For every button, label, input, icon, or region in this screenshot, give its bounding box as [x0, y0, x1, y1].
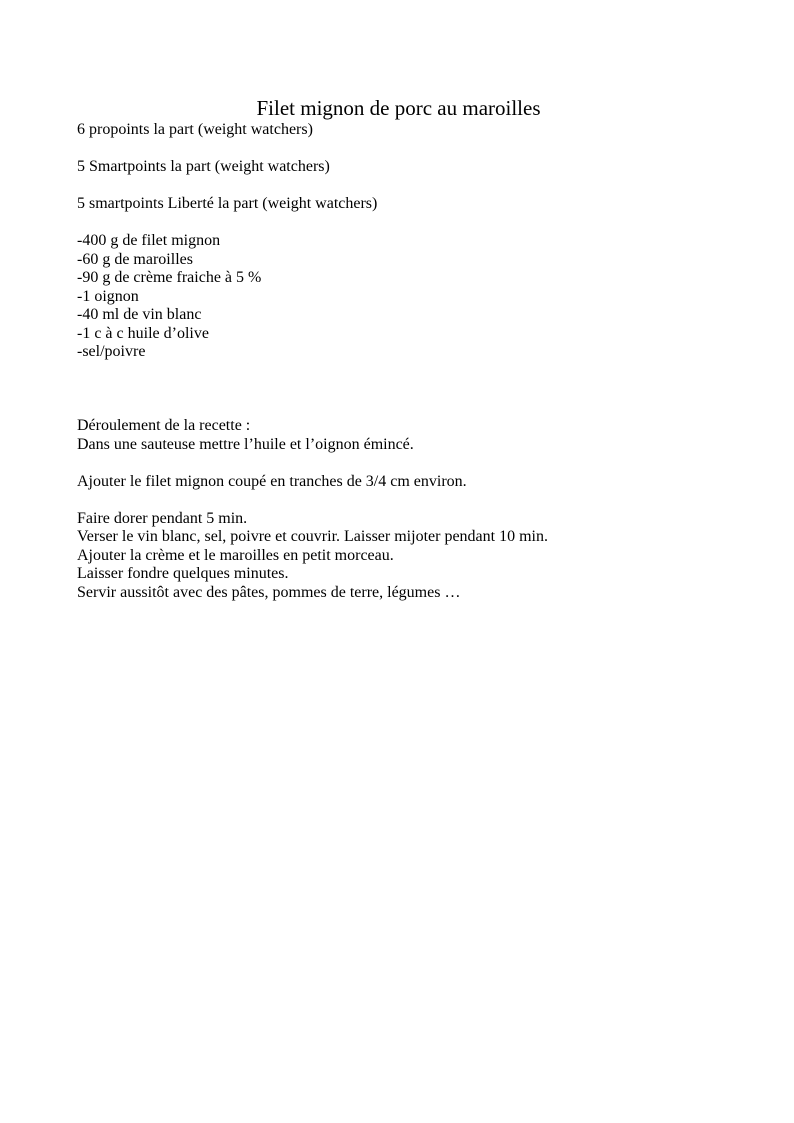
ingredient-item: -1 oignon: [77, 287, 139, 305]
recipe-title: Filet mignon de porc au maroilles: [256, 96, 541, 120]
step-item: Ajouter la crème et le maroilles en petit morceau.: [77, 546, 394, 564]
steps-heading: Déroulement de la recette :: [77, 417, 251, 434]
paragraph-spacer: [77, 140, 757, 159]
step-item: Faire dorer pendant 5 min.: [77, 509, 248, 527]
step-item: Ajouter le filet mignon coupé en tranches de 3/4 cm environ.: [77, 472, 467, 490]
step-item: Servir aussitôt avec des pâtes, pommes de terre, légumes …: [77, 583, 461, 601]
step-item: Dans une sauteuse mettre l’huile et l’oignon émincé.: [77, 435, 414, 453]
paragraph-spacer: [77, 177, 757, 196]
ingredient-item: -90 g de crème fraiche à 5 %: [77, 269, 262, 286]
ingredient-item: -60 g de maroilles: [77, 250, 193, 268]
paragraph-spacer: [77, 491, 757, 510]
points-line-smartpoints: 5 Smartpoints la part (weight watchers): [77, 158, 330, 175]
ingredient-item: -sel/poivre: [77, 343, 146, 360]
points-line-smartpoints-liberte: 5 smartpoints Liberté la part (weight watchers): [77, 195, 378, 212]
section-spacer: [77, 362, 757, 418]
ingredient-item: -1 c à c huile d’olive: [77, 324, 209, 342]
points-line-propoints: 6 propoints la part (weight watchers): [77, 121, 313, 138]
paragraph-spacer: [77, 454, 757, 473]
recipe-body: [77, 121, 757, 602]
ingredient-item: -400 g de filet mignon: [77, 232, 221, 249]
ingredient-item: -40 ml de vin blanc: [77, 306, 202, 323]
step-item: Verser le vin blanc, sel, poivre et couvrir. Laisser mijoter pendant 10 min.: [77, 528, 548, 545]
step-item: Laisser fondre quelques minutes.: [77, 565, 289, 582]
paragraph-spacer: [77, 214, 757, 233]
